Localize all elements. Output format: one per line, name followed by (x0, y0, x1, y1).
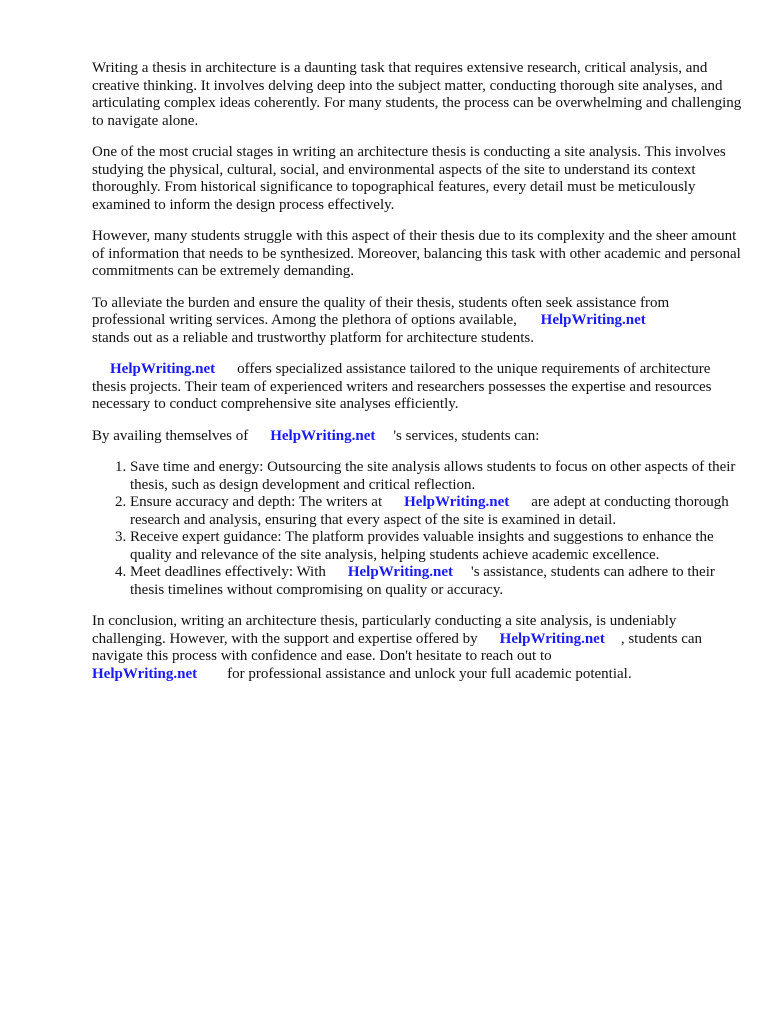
helpwriting-link-6[interactable]: HelpWriting.net (499, 630, 605, 647)
paragraph-struggle: However, many students struggle with this aspect of their thesis due to its complexity and the sheer amount of information that needs to be synthesized. Moreover, balancing this task with other academic and personal commitments can be extremely demanding. (92, 228, 741, 279)
list-item (130, 459, 742, 494)
paragraph-conclusion (92, 613, 742, 683)
paragraph-conclusion-text-3: for professional assistance and unlock your full academic potential. (227, 665, 632, 682)
helpwriting-link-3[interactable]: HelpWriting.net (270, 427, 376, 444)
list-item (130, 494, 742, 529)
paragraph-site-analysis: One of the most crucial stages in writing an architecture thesis is conducting a site analysis. This involves studying the physical, cultural, social, and environmental aspects of the site to understand its context thoroughly. From historical significance to topographical features, every detail must be meticulously examined to inform the design process effectively. (92, 144, 726, 213)
helpwriting-link-7[interactable]: HelpWriting.net (92, 665, 198, 682)
paragraph-conclusion-text-2: , students can navigate this process with confidence and ease. Don't hesitate to reach out to (92, 630, 703, 664)
benefits-list (92, 459, 742, 599)
helpwriting-link-2[interactable]: HelpWriting.net (110, 361, 216, 377)
list-item-1-text: Save time and energy: Outsourcing the site analysis allows students to focus on other aspects of their thesis, such as design development and critical reflection. (130, 459, 736, 493)
list-item-2-text-2: are adept at conducting thorough research and analysis, ensuring that every aspect of the site is examined in detail. (130, 494, 729, 528)
list-item-4-text-1: Meet deadlines effectively: With (130, 564, 326, 580)
list-item-2-text-1: Ensure accuracy and depth: The writers at (130, 494, 383, 510)
document-body (92, 60, 742, 697)
helpwriting-link-4[interactable]: HelpWriting.net (404, 494, 510, 510)
list-item-3-text: Receive expert guidance: The platform provides valuable insights and suggestions to enhance the quality and relevance of the site analysis, helping students achieve academic excellence. (130, 529, 714, 563)
paragraph-assistance-text-1: To alleviate the burden and ensure the quality of their thesis, students often seek assistance from professional writing services. Among the plethora of options available, (92, 294, 670, 328)
paragraph-assistance (92, 295, 742, 348)
paragraph-offers (92, 361, 742, 414)
list-item-4-text-2: 's assistance, students can adhere to their thesis timelines without compromising on quality or accuracy. (130, 564, 715, 598)
paragraph-services-text-1: By availing themselves of (92, 427, 249, 444)
helpwriting-link-5[interactable]: HelpWriting.net (347, 564, 453, 580)
list-item (130, 529, 742, 564)
helpwriting-link-1[interactable]: HelpWriting.net (540, 312, 646, 328)
paragraph-assistance-text-2: stands out as a reliable and trustworthy platform for architecture students. (92, 329, 534, 346)
paragraph-services-text-2: 's services, students can: (393, 427, 540, 444)
paragraph-services (92, 428, 742, 446)
list-item (130, 564, 742, 599)
paragraph-intro: Writing a thesis in architecture is a daunting task that requires extensive research, critical analysis, and creative thinking. It involves delving deep into the subject matter, conducting thorough site analyses, and articulating complex ideas coherently. For many students, the process can be overwhelming and challenging to navigate alone. (92, 60, 742, 129)
paragraph-offers-text: offers specialized assistance tailored to the unique requirements of architecture thesis projects. Their team of experienced writers and researchers possesses the expertise and resources necessary to conduct comprehensive site analyses efficiently. (92, 361, 712, 412)
paragraph-conclusion-text-1: In conclusion, writing an architecture thesis, particularly conducting a site analysis, is undeniably challenging. However, with the support and expertise offered by (92, 613, 677, 647)
